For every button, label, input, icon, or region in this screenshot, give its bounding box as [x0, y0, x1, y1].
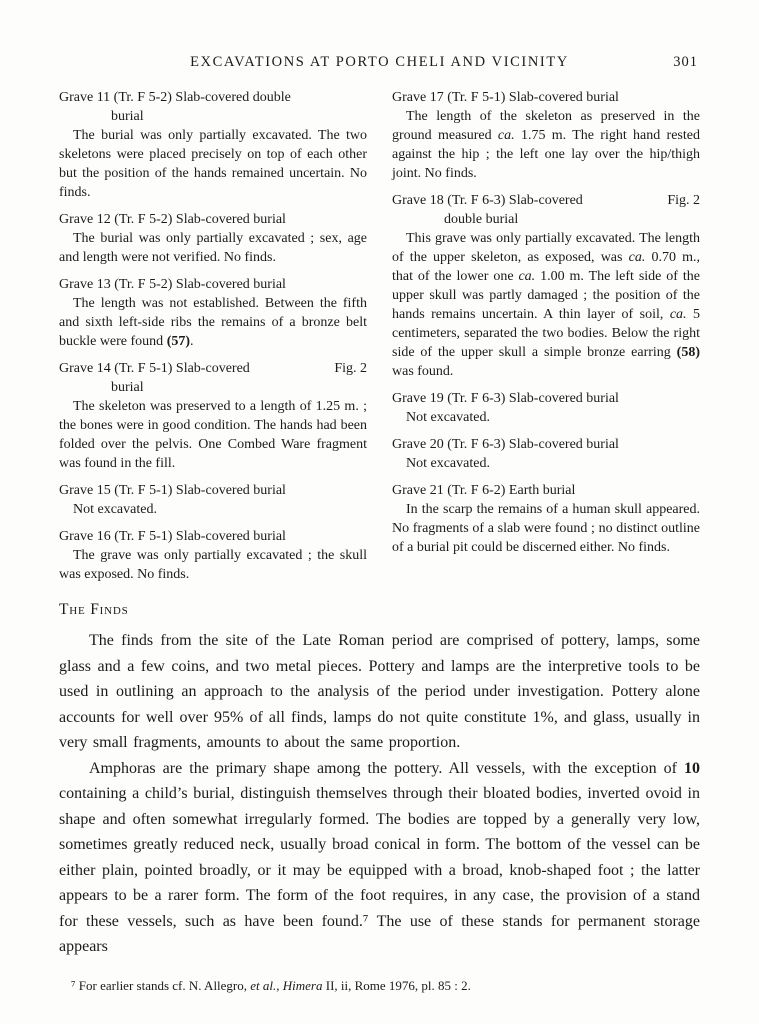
grave-heading: Grave 12 (Tr. F 5-2) Slab-covered burial: [59, 212, 286, 227]
grave-heading: Grave 13 (Tr. F 5-2) Slab-covered burial: [59, 277, 286, 292]
grave-body-text: The burial was only partially excavated ; sex, age and length were not verified. No finds.: [59, 231, 367, 265]
footnote: ⁷ For earlier stands cf. N. Allegro, et al., Himera II, ii, Rome 1976, pl. 85 : 2.: [71, 977, 471, 993]
grave-body-text: The length of the skeleton as preserved in the ground measured ca. 1.75 m. The right hand rested against the hip ; the left one lay over the hip/thigh joint. No finds.: [392, 109, 700, 181]
figure-reference: Fig. 2: [334, 361, 367, 376]
grave-heading-continuation: burial: [111, 109, 144, 124]
grave-heading: Grave 17 (Tr. F 5-1) Slab-covered burial: [392, 90, 619, 105]
grave-body-text: The grave was only partially excavated ; the skull was exposed. No finds.: [59, 548, 367, 582]
grave-entry-12: [59, 210, 367, 267]
grave-heading: Grave 16 (Tr. F 5-1) Slab-covered burial: [59, 529, 286, 544]
grave-entry-16: [59, 527, 367, 584]
figure-reference: Fig. 2: [667, 193, 700, 208]
grave-heading: Grave 20 (Tr. F 6-3) Slab-covered burial: [392, 437, 619, 452]
grave-heading: Grave 21 (Tr. F 6-2) Earth burial: [392, 483, 576, 498]
grave-heading: Grave 15 (Tr. F 5-1) Slab-covered burial: [59, 483, 286, 498]
right-column: [392, 88, 700, 584]
grave-heading: Grave 19 (Tr. F 6-3) Slab-covered burial: [392, 391, 619, 406]
grave-body-text: The skeleton was preserved to a length of 1.25 m. ; the bones were in good condition. The hands had been folded over the pelvis. One Combed Ware fragment was found in the fill.: [59, 399, 367, 471]
grave-entry-15: [59, 481, 367, 519]
grave-heading-continuation: burial: [111, 380, 144, 395]
grave-entry-13: [59, 275, 367, 351]
grave-body-text: The length was not established. Between the fifth and sixth left-side ribs the remains of a bronze belt buckle were found (57).: [59, 296, 367, 349]
grave-body-text: This grave was only partially excavated. The length of the upper skeleton, as exposed, was ca. 0.70 m., that of the lower one ca. 1.00 m. The left side of the upper skull was partly damaged ; the position of the hands remains uncertain. A thin layer of soil, ca. 5 centimeters, separated the two bodies. Below the right side of the upper skull a simple bronze earring (58) was found.: [392, 231, 701, 379]
page-number: 301: [673, 54, 698, 70]
grave-body-text: In the scarp the remains of a human skull appeared. No fragments of a slab were found ; no distinct outline of a burial pit could be discerned either. No finds.: [392, 502, 700, 555]
finds-section-heading: The Finds: [59, 601, 129, 618]
finds-section: [59, 601, 700, 960]
grave-body-text: Not excavated.: [406, 410, 490, 425]
grave-body-text: Not excavated.: [73, 502, 157, 517]
finds-paragraph-1: The finds from the site of the Late Roman period are comprised of pottery, lamps, some glass and a few coins, and two metal pieces. Pottery and lamps are the interpretive tools to be used in outlining an approach to the analysis of the period under investigation. Pottery alone accounts for well over 95% of all finds, lamps do not quite constitute 1%, and glass, usually in very small fragments, amounts to about the same proportion.: [59, 632, 700, 751]
grave-heading: Grave 14 (Tr. F 5-1) Slab-covered: [59, 361, 250, 376]
grave-body-text: The burial was only partially excavated. The two skeletons were placed precisely on top of each other but the position of the hands remained uncertain. No finds.: [59, 128, 367, 200]
grave-heading: Grave 18 (Tr. F 6-3) Slab-covered: [392, 193, 583, 208]
grave-entry-17: [392, 88, 700, 183]
grave-entry-20: [392, 435, 700, 473]
grave-entry-11: [59, 88, 367, 202]
grave-heading: Grave 11 (Tr. F 5-2) Slab-covered double: [59, 90, 291, 105]
grave-entry-18: [392, 191, 700, 381]
running-head-title: EXCAVATIONS AT PORTO CHELI AND VICINITY: [190, 54, 569, 70]
grave-entry-14: [59, 359, 367, 473]
finds-paragraph-2: Amphoras are the primary shape among the pottery. All vessels, with the exception of 10 containing a child’s burial, distinguish themselves through their bloated bodies, inverted ovoid in shape and often somewhat irregularly formed. The bodies are topped by a generally very low, sometimes greatly reduced neck, usually broad conical in form. The bottom of the vessel can be either plain, pointed broadly, or it may be equipped with a broad, knob-shaped foot ; the latter appears to be a rarer form. The form of the foot requires, in any case, the provision of a stand for these vessels, such as have been found.⁷ The use of these stands for permanent storage appears: [59, 759, 700, 955]
left-column: [59, 88, 367, 584]
grave-catalogue: [59, 88, 700, 584]
grave-entry-19: [392, 389, 700, 427]
grave-heading-continuation: double burial: [444, 212, 519, 227]
grave-body-text: Not excavated.: [406, 456, 490, 471]
grave-entry-21: [392, 481, 700, 557]
running-head: [59, 54, 700, 74]
